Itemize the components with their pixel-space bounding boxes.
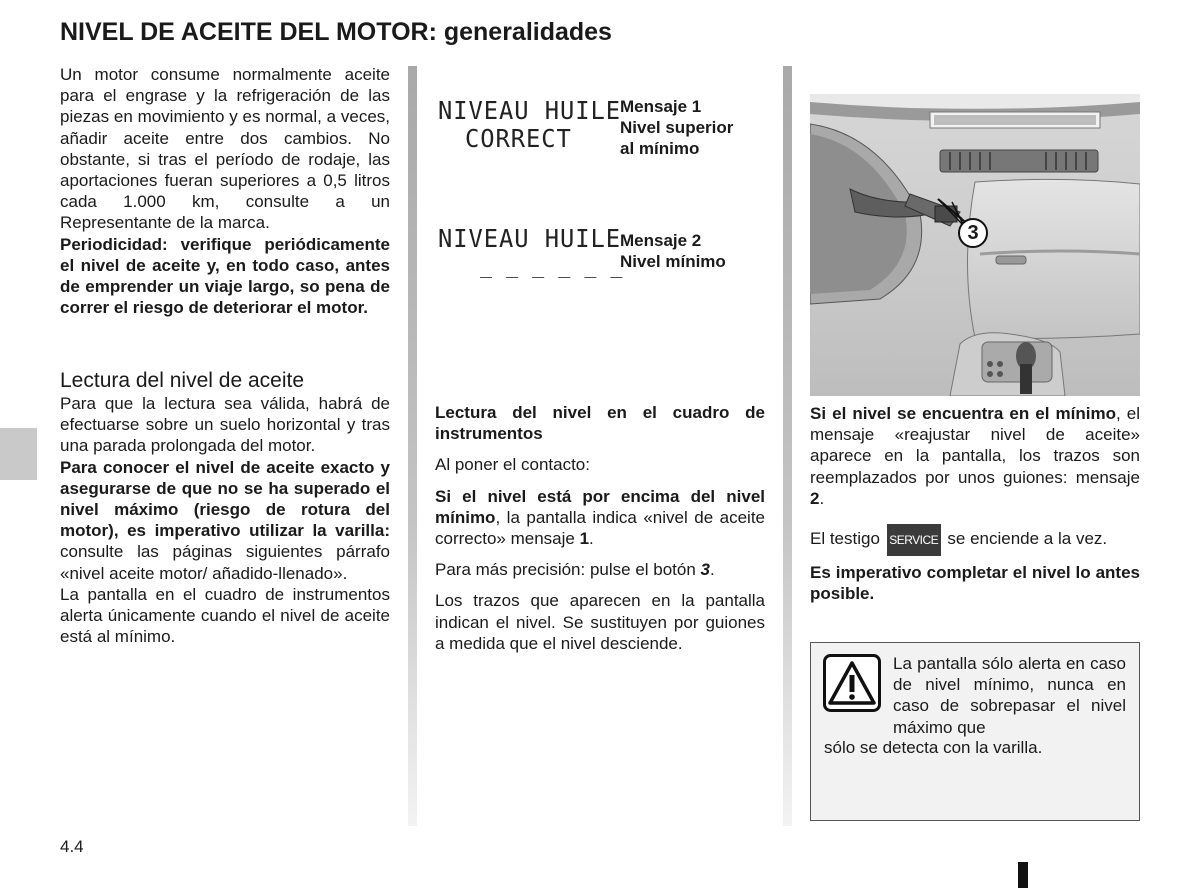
instrument-heading: Lectura del nivel en el cuadro de instrumentos [435,403,765,444]
warning-text-b: sólo se detecta con la varilla. [824,738,1043,757]
minimum-bold: Si el nivel se encuentra en el mínimo [810,404,1116,423]
section-tab [0,428,37,480]
precision-text: Para más precisión: pulse el botón [435,560,701,580]
section-heading: Lectura del nivel de aceite [60,369,304,392]
column-separator-2 [783,66,792,826]
minimum-rest: , el mensaje «reajustar nivel de aceite» aparece en la pantalla, los trazos son reemplazados por unos guiones: mensaje [810,404,1140,487]
message-1-desc: Nivel superior [620,118,734,138]
intro-paragraph: Un motor consume normalmente aceite para el engrase y la refrigeración de las piezas en movimiento y es normal, a veces, añadir aceite entre dos cambios. No obstante, si tras el período de rodaje, las aportaciones fueran superiores a 0,5 litros cada 1.000 km, consulte a un Representante de la marca. [60,65,390,233]
testigo-text-post: se enciende a la vez. [947,529,1108,548]
callout-3: 3 [958,218,988,248]
testigo-text: El testigo [810,529,880,548]
minimum-paragraph [810,403,1140,509]
message-1-ref: 1 [579,529,590,549]
alert-paragraph: La pantalla en el cuadro de instrumentos alerta únicamente cuando el nivel de aceite está al mínimo. [60,584,390,647]
message-2-desc: Nivel mínimo [620,252,726,272]
display-1-line-1: NIVEAU HUILE [438,96,621,125]
reading-block [60,393,390,647]
column-separator-1 [408,66,417,826]
message-1-label [620,96,733,160]
message-2-label [620,230,726,272]
periodicity-paragraph: Periodicidad: verifique periódicamente el nivel de aceite y, en todo caso, antes de emprender un viaje largo, so pena de correr el riesgo de deteriorar el motor. [60,234,390,318]
testigo-line [810,519,1140,559]
warning-triangle-icon [823,654,881,712]
above-level-rest: , la pantalla indica «nivel de aceite correcto» mensaje [435,507,765,549]
exact-bold: Para conocer el nivel de aceite exacto y asegurarse de que no se ha superado el nivel máximo (riesgo de rotura del motor), es imperativo utilizar la varilla: [60,457,390,541]
page-title: NIVEL DE ACEITE DEL MOTOR: generalidades [60,18,612,46]
warning-text-a: La pantalla sólo alerta en caso de nivel mínimo, nunca en caso de sobrepasar el nivel máximo que [893,654,1126,737]
exact-rest: consulte las páginas siguientes párrafo «nivel aceite motor/ añadido-llenado». [60,542,390,583]
button-ref: 3 [700,560,711,580]
corner-mark [1018,862,1028,888]
period: . [819,488,825,508]
message-1-title: Mensaje 1 [620,97,702,116]
message-2-ref: 2 [810,488,820,508]
above-level-bold: Si el nivel está por encima del nivel mínimo [435,486,765,527]
page-number: 4.4 [60,837,84,856]
dashes-paragraph: Los trazos que aparecen en la pantalla indican el nivel. Se sustituyen por guiones a medida que el nivel desciende. [435,591,765,653]
contact-paragraph: Al poner el contacto: [435,455,590,475]
display-2-line-2: _ _ _ _ _ _ [480,254,624,278]
warning-box [810,642,1140,821]
message-2-title: Mensaje 2 [620,231,702,250]
period: . [710,560,715,580]
above-level-paragraph [435,486,765,550]
display-2-line-1: NIVEAU HUILE [438,224,621,253]
reading-paragraph: Para que la lectura sea válida, habrá de efectuarse sobre un suelo horizontal y tras una parada prolongada del motor. [60,394,390,456]
precision-paragraph [435,559,765,580]
minimum-level-block [810,403,1140,509]
message-1-desc-2: al mínimo [620,139,700,159]
imperative-paragraph: Es imperativo completar el nivel lo antes posible. [810,563,1140,604]
period: . [589,529,594,549]
intro-block [60,64,390,318]
display-1-line-2: CORRECT [465,124,572,153]
service-warning-icon: SERVICE [887,524,941,556]
exact-paragraph [60,457,390,584]
instrument-reading-block [435,402,765,664]
